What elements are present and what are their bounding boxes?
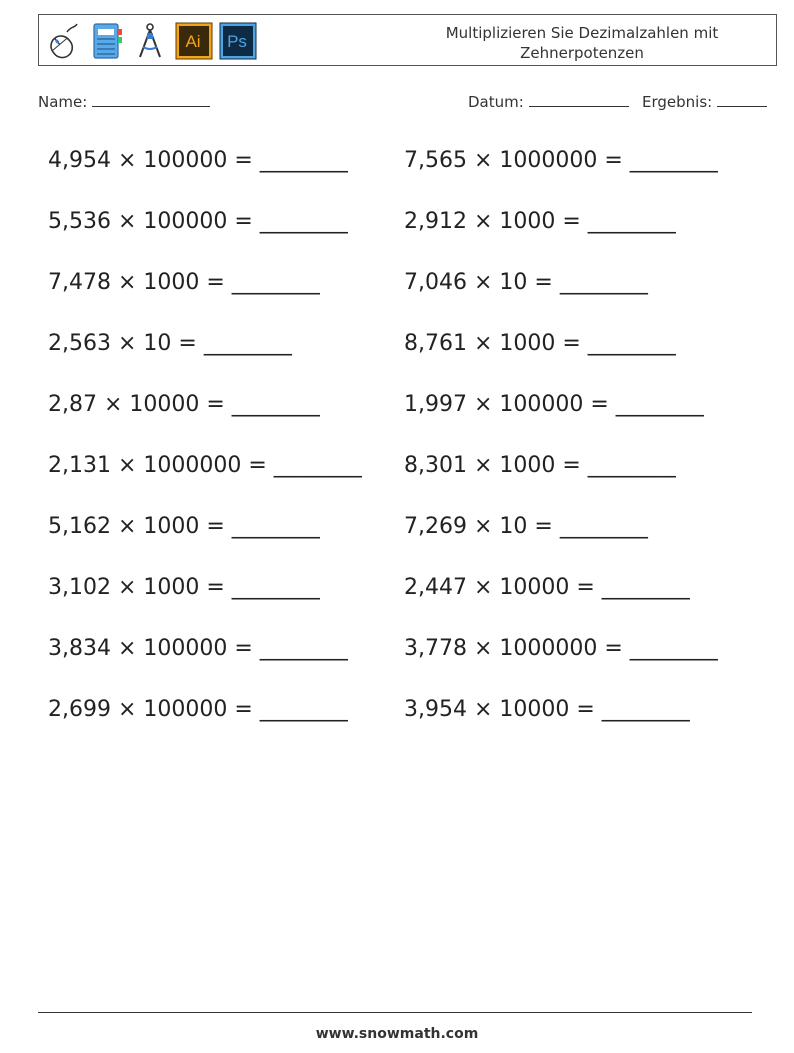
- problem-left-7[interactable]: 5,162 × 1000 = ________: [48, 514, 320, 539]
- problem-right-7[interactable]: 7,269 × 10 = ________: [404, 514, 648, 539]
- problem-right-4[interactable]: 8,761 × 1000 = ________: [404, 331, 676, 356]
- date-label: Datum:: [468, 93, 524, 111]
- photoshop-icon: [219, 21, 257, 61]
- problem-left-2[interactable]: 5,536 × 100000 = ________: [48, 209, 348, 234]
- problem-left-3[interactable]: 7,478 × 1000 = ________: [48, 270, 320, 295]
- mouse-icon: [43, 21, 81, 61]
- problem-right-3[interactable]: 7,046 × 10 = ________: [404, 270, 648, 295]
- illustrator-label: Ai: [185, 31, 201, 51]
- result-blank[interactable]: [717, 92, 767, 107]
- problem-left-9[interactable]: 3,834 × 100000 = ________: [48, 636, 348, 661]
- problem-left-10[interactable]: 2,699 × 100000 = ________: [48, 697, 348, 722]
- title-line-1: Multiplizieren Sie Dezimalzahlen mit: [445, 24, 719, 42]
- notebook-icon: [87, 21, 125, 61]
- header-icons: [43, 21, 263, 61]
- problem-left-8[interactable]: 3,102 × 1000 = ________: [48, 575, 320, 600]
- name-label: Name:: [38, 93, 88, 111]
- problem-right-8[interactable]: 2,447 × 10000 = ________: [404, 575, 690, 600]
- photoshop-label: Ps: [227, 31, 247, 51]
- result-field[interactable]: [642, 92, 767, 111]
- problem-left-4[interactable]: 2,563 × 10 = ________: [48, 331, 292, 356]
- illustrator-icon: [175, 21, 213, 61]
- footer-url[interactable]: www.snowmath.com: [315, 1026, 479, 1042]
- compass-icon: [131, 21, 169, 61]
- date-field[interactable]: [468, 92, 629, 111]
- title-line-2: Zehnerpotenzen: [520, 44, 644, 62]
- problem-right-2[interactable]: 2,912 × 1000 = ________: [404, 209, 676, 234]
- footer-divider: [38, 1012, 752, 1013]
- problem-right-1[interactable]: 7,565 × 1000000 = ________: [404, 148, 718, 173]
- problem-left-5[interactable]: 2,87 × 10000 = ________: [48, 392, 320, 417]
- name-blank[interactable]: [92, 92, 210, 107]
- worksheet-title: [392, 23, 772, 63]
- problem-right-10[interactable]: 3,954 × 10000 = ________: [404, 697, 690, 722]
- problem-right-5[interactable]: 1,997 × 100000 = ________: [404, 392, 704, 417]
- problem-left-1[interactable]: 4,954 × 100000 = ________: [48, 148, 348, 173]
- result-label: Ergebnis:: [642, 93, 713, 111]
- problem-right-6[interactable]: 8,301 × 1000 = ________: [404, 453, 676, 478]
- problem-left-6[interactable]: 2,131 × 1000000 = ________: [48, 453, 362, 478]
- worksheet-header: [38, 14, 777, 66]
- date-blank[interactable]: [529, 92, 629, 107]
- name-field[interactable]: [38, 92, 210, 111]
- problem-right-9[interactable]: 3,778 × 1000000 = ________: [404, 636, 718, 661]
